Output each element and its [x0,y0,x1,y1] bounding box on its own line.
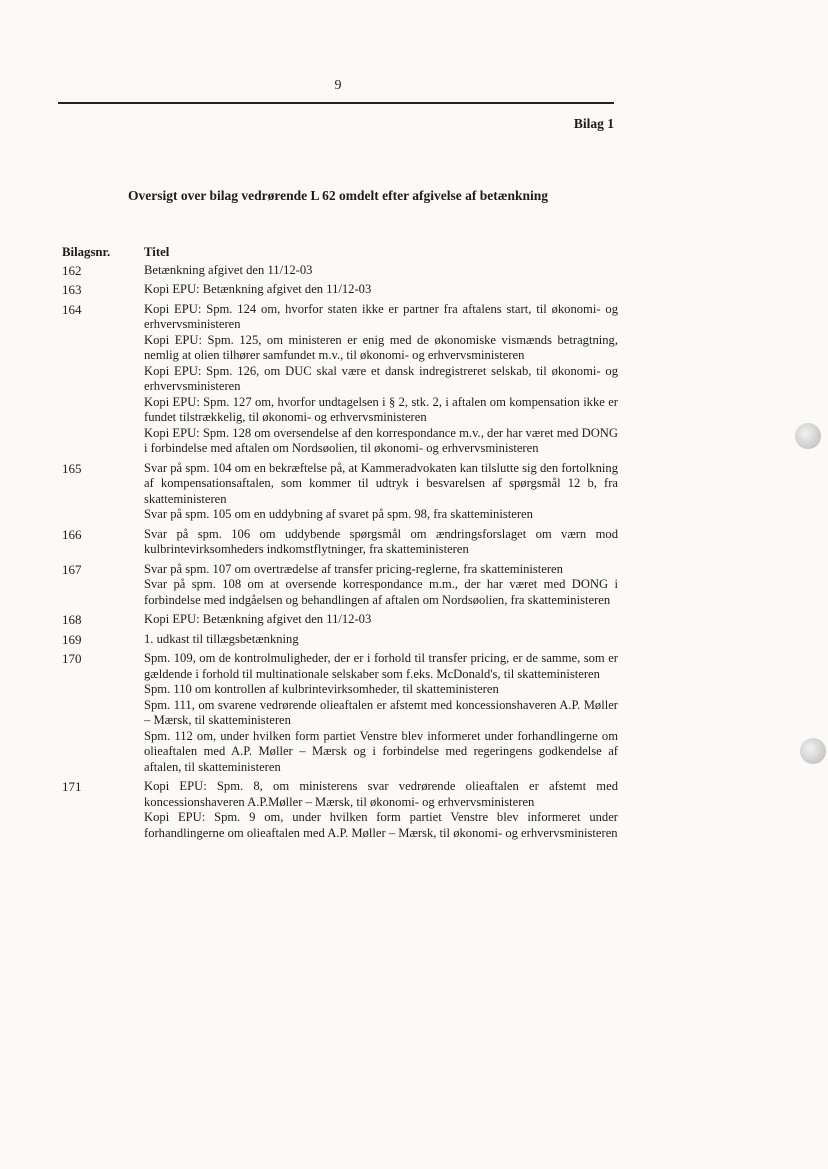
table-row [62,527,622,558]
page-number: 9 [334,78,342,93]
bilag-number: 167 [62,561,82,577]
bilag-title-line: Betænkning afgivet den 11/12-03 [144,262,313,277]
table-row [62,779,622,841]
table-body [62,263,622,842]
table-row [62,263,622,279]
table-header-row [62,245,622,261]
table-row [62,282,622,298]
bilag-title-cell [144,651,618,775]
bilag-title-line: Spm. 111, om svarene vedrørende olieaftalen er afstemt med koncessionshaveren A.P. Møller – Mærsk, til skatteministeren [144,697,618,727]
header-rule [58,102,614,104]
bilag-number: 170 [62,651,82,666]
bilag-title-line: Svar på spm. 107 om overtrædelse af transfer pricing-reglerne, fra skatteministeren [144,561,563,576]
bilag-number: 162 [62,262,82,278]
bilag-title-cell [144,562,618,609]
bilag-title-line: Kopi EPU: Spm. 9 om, under hvilken form partiet Venstre blev informeret under forhandlingerne om olieaftalen med A.P. Møller – Mærsk, til økonomi- og erhvervsministeren [144,810,618,840]
table-row [62,461,622,523]
bilag-title-line: Kopi EPU: Spm. 126, om DUC skal være et dansk indregistreret selskab, til økonomi- og erhvervsministeren [144,363,618,393]
table-row [62,651,622,775]
bilag-number: 165 [62,460,82,476]
bilag-title-line: 1. udkast til tillægsbetænkning [144,631,299,646]
bilag-title-line: Kopi EPU: Spm. 124 om, hvorfor staten ikke er partner fra aftalens start, til økonomi- og erhvervsministeren [144,301,618,331]
bilag-title-line: Spm. 110 om kontrollen af kulbrintevirksomheder, til skatteministeren [144,682,499,696]
header-bilagsnr: Bilagsnr. [62,245,111,259]
bilag-table [62,245,622,845]
bilag-title-cell [144,527,618,558]
table-row [62,562,622,609]
bilag-title-line: Kopi EPU: Betænkning afgivet den 11/12-03 [144,612,372,626]
bilag-title-cell [144,779,618,841]
bilag-number: 171 [62,779,82,794]
table-row [62,302,622,457]
bilag-title-line: Svar på spm. 106 om uddybende spørgsmål om ændringsforslaget om værn mod kulbrintevirksomheders indkomstflytninger, fra skatteministeren [144,526,618,556]
bilag-title-line: Kopi EPU: Spm. 125, om ministeren er enig med de økonomiske vismænds betragtning, nemlig at olien tilhører samfundet m.v., til økonomi- og erhvervsministeren [144,332,618,362]
bilag-label: Bilag 1 [573,116,614,131]
table-row [62,632,622,648]
bilag-title-line: Kopi EPU: Spm. 8, om ministerens svar vedrørende olieaftalen er afstemt med koncessionshaveren A.P.Møller – Mærsk, til økonomi- og erhvervsministeren [144,779,618,809]
bilag-title-cell [144,632,618,648]
document-heading: Oversigt over bilag vedrørende L 62 omdelt efter afgivelse af betænkning [128,188,548,203]
bilag-number: 166 [62,526,82,542]
bilag-number: 169 [62,631,82,647]
bilag-title-cell [144,612,618,628]
bilag-title-line: Kopi EPU: Spm. 127 om, hvorfor undtagelsen i § 2, stk. 2, i aftalen om kompensation ikke er fundet tilstrækkelig, til økonomi- og erhvervsministeren [144,394,618,424]
bilag-title-cell [144,282,618,298]
bilag-title-line: Spm. 112 om, under hvilken form partiet Venstre blev informeret under forhandlingerne om olieaftalen med A.P. Møller – Mærsk og i forbindelse med regeringens godkendelse af aftalen, til skatteministeren [144,728,618,774]
bilag-title-line: Svar på spm. 104 om en bekræftelse på, at Kammeradvokaten kan tilslutte sig den fortolkning af kompensationsaftalen, som kommer til udtryk i besvarelsen af spørgsmål 12 b, fra skatteministeren [144,460,618,506]
bilag-title-cell [144,263,618,279]
bilag-title-line: Svar på spm. 108 om at oversende korrespondance m.m., der har været med DONG i forbindelse med indgåelsen og behandlingen af aftalen om Nordsøolien, fra skatteministeren [144,577,618,607]
table-row [62,612,622,628]
bilag-title-cell [144,461,618,523]
punch-hole-mark [800,738,826,764]
bilag-title-line: Spm. 109, om de kontrolmuligheder, der er i forhold til transfer pricing, er de samme, som er gældende i forhold til multinationale selskaber som f.eks. McDonald's, til skatteministeren [144,651,618,681]
bilag-title-line: Kopi EPU: Spm. 128 om oversendelse af den korrespondance m.v., der har været med DONG i forbindelse med aftalen om Nordsøolien, til økonomi- og erhvervsministeren [144,425,618,455]
bilag-number: 168 [62,612,82,627]
punch-hole-mark [795,423,821,449]
bilag-number: 163 [62,282,82,297]
bilag-title-line: Svar på spm. 105 om en uddybning af svaret på spm. 98, fra skatteministeren [144,507,533,521]
bilag-title-line: Kopi EPU: Betænkning afgivet den 11/12-03 [144,282,372,296]
bilag-number: 164 [62,301,82,317]
bilag-title-cell [144,302,618,457]
header-titel: Titel [144,245,170,259]
